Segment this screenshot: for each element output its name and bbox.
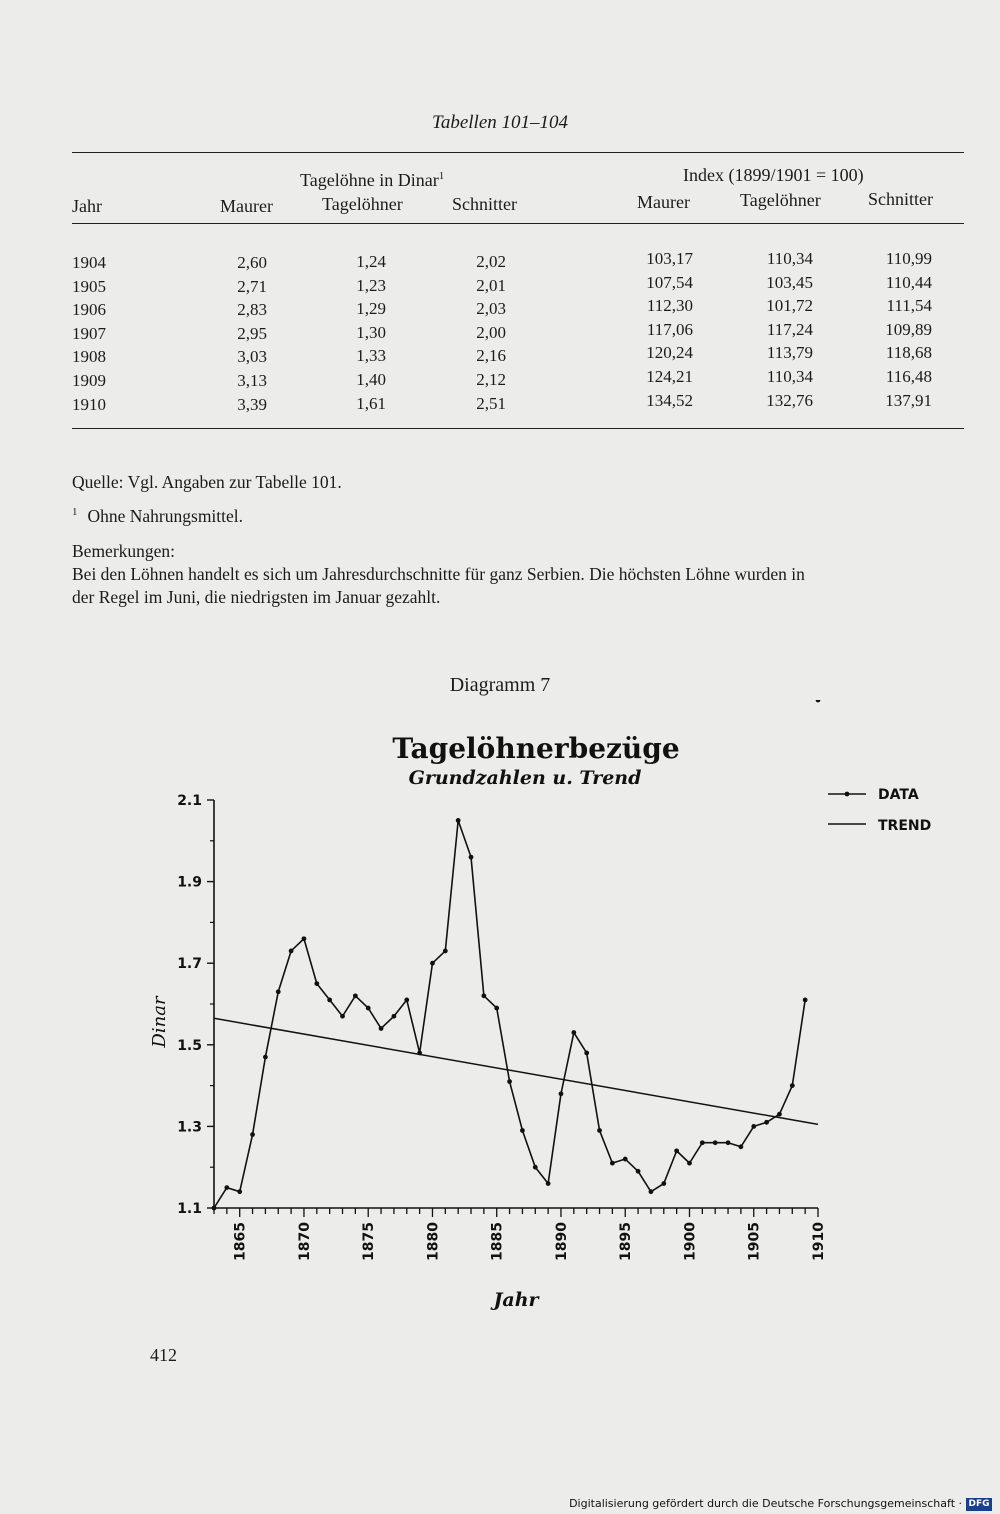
- data-point: [481, 993, 486, 998]
- data-point: [250, 1132, 255, 1137]
- cell-index-schnitter: 118,68: [885, 343, 932, 363]
- cell-tageloehner: 1,29: [356, 299, 386, 319]
- cell-maurer: 3,13: [237, 371, 267, 390]
- col-header-index-schnitter: Schnitter: [868, 189, 933, 209]
- cell-maurer: 3,39: [237, 394, 267, 414]
- cell-tageloehner: 1,61: [356, 393, 386, 413]
- y-tick-label: 1.1: [177, 1201, 202, 1217]
- cell-index-schnitter: 116,48: [885, 367, 932, 386]
- cell-maurer: 2,83: [237, 300, 267, 320]
- line-chart: [0, 700, 1000, 1340]
- y-tick-label: 1.5: [177, 1037, 202, 1054]
- y-tick-label: 1.9: [177, 874, 202, 891]
- cell-index-maurer: 112,30: [646, 296, 693, 316]
- cell-index-schnitter: 111,54: [886, 296, 932, 316]
- chart-subtitle: Grundzahlen u. Trend: [408, 767, 642, 789]
- data-point: [777, 1112, 782, 1117]
- data-point: [507, 1079, 512, 1084]
- table-group-header-index: Index (1899/1901 = 100): [683, 165, 864, 185]
- cell-schnitter: 2,02: [476, 252, 506, 271]
- data-point: [584, 1051, 589, 1056]
- data-point: [237, 1189, 242, 1194]
- remarks-line-2: der Regel im Juni, die niedrigsten im Januar gezahlt.: [72, 587, 441, 607]
- data-point: [340, 1014, 345, 1019]
- data-point: [212, 1206, 217, 1211]
- cell-year: 1908: [72, 347, 106, 367]
- legend-data-label: DATA: [878, 787, 919, 803]
- x-tick-label: 1905: [746, 1222, 763, 1261]
- cell-year: 1910: [72, 394, 106, 414]
- table-header-rule: [72, 223, 964, 224]
- legend-data-marker: [845, 792, 850, 797]
- cell-schnitter: 2,01: [476, 275, 506, 295]
- data-point: [571, 1030, 576, 1035]
- table-group-header-wages: Tagelöhne in Dinar$^1$: [300, 170, 445, 190]
- cell-tageloehner: 1,30: [356, 322, 386, 342]
- cell-schnitter: 2,51: [476, 393, 506, 413]
- cell-year: 1907: [72, 323, 106, 343]
- cell-schnitter: 2,12: [476, 370, 506, 389]
- data-point: [623, 1157, 628, 1162]
- cell-index-maurer: 107,54: [646, 272, 693, 292]
- data-point: [456, 818, 461, 823]
- cell-schnitter: 2,00: [476, 322, 506, 342]
- source-note: Quelle: Vgl. Angaben zur Tabelle 101.: [72, 472, 342, 492]
- y-tick-label: 1.7: [177, 956, 202, 973]
- cell-index-maurer: 134,52: [646, 390, 693, 410]
- y-axis-label: Dinar: [149, 996, 170, 1048]
- x-tick-label: 1875: [361, 1222, 378, 1261]
- data-point: [366, 1006, 371, 1011]
- data-point: [327, 998, 332, 1003]
- cell-index-tageloehner: 103,45: [766, 272, 813, 292]
- cell-tageloehner: 1,40: [356, 370, 386, 389]
- col-header-maurer: Maurer: [220, 196, 273, 216]
- remarks-heading: Bemerkungen:: [72, 541, 176, 561]
- cell-index-schnitter: 137,91: [885, 390, 932, 410]
- data-point: [263, 1055, 268, 1060]
- col-header-index-maurer: Maurer: [637, 192, 690, 212]
- dfg-logo: DFG: [966, 1498, 992, 1511]
- table-bottom-rule: [72, 428, 964, 429]
- data-point: [700, 1140, 705, 1145]
- x-tick-label: 1910: [811, 1222, 827, 1261]
- data-point: [713, 1140, 718, 1145]
- data-point: [494, 1006, 499, 1011]
- cell-index-schnitter: 110,44: [885, 272, 932, 292]
- remarks-line-1: Bei den Löhnen handelt es sich um Jahresdurchschnitte für ganz Serbien. Die höchsten Löhne wurden in: [72, 564, 805, 584]
- y-tick-label: 2.1: [177, 793, 202, 809]
- footer-credit: Digitalisierung gefördert durch die Deutsche Forschungsgemeinschaft ·: [569, 1497, 962, 1510]
- data-point: [430, 961, 435, 966]
- x-tick-label: 1900: [682, 1222, 699, 1261]
- cell-index-schnitter: 110,99: [885, 249, 932, 268]
- data-point: [289, 949, 294, 954]
- data-point: [546, 1181, 551, 1186]
- data-point: [661, 1181, 666, 1186]
- footnote: $^1$ Ohne Nahrungsmittel.: [72, 506, 244, 526]
- data-point: [224, 1185, 229, 1190]
- cell-year: 1904: [72, 253, 106, 272]
- data-point: [751, 1124, 756, 1129]
- x-tick-label: 1890: [553, 1222, 570, 1261]
- data-point: [790, 1083, 795, 1088]
- cell-index-maurer: 120,24: [646, 343, 693, 363]
- data-point: [687, 1161, 692, 1166]
- y-tick-label: 1.3: [177, 1119, 202, 1136]
- cell-index-tageloehner: 132,76: [766, 390, 813, 410]
- cell-maurer: 2,95: [237, 323, 267, 343]
- x-tick-label: 1895: [618, 1222, 635, 1261]
- data-point: [520, 1128, 525, 1133]
- cell-maurer: 2,60: [237, 253, 267, 272]
- diagram-label: Diagramm 7: [449, 674, 551, 696]
- cell-schnitter: 2,16: [476, 346, 506, 366]
- data-point: [674, 1148, 679, 1153]
- cell-index-maurer: 117,06: [646, 319, 693, 339]
- cell-index-schnitter: 109,89: [885, 319, 932, 339]
- col-header-year: Jahr: [72, 196, 102, 216]
- cell-schnitter: 2,03: [476, 299, 506, 319]
- data-point: [816, 700, 821, 702]
- cell-index-maurer: 103,17: [646, 249, 693, 268]
- data-point: [404, 998, 409, 1003]
- page-number: 412: [150, 1345, 177, 1365]
- cell-maurer: 3,03: [237, 347, 267, 367]
- data-point: [314, 981, 319, 986]
- data-point: [726, 1140, 731, 1145]
- col-header-index-tageloehner: Tagelöhner: [740, 190, 821, 210]
- data-point: [597, 1128, 602, 1133]
- cell-maurer: 2,71: [237, 276, 267, 296]
- running-header: Tabellen 101–104: [432, 112, 568, 133]
- cell-index-tageloehner: 117,24: [766, 319, 813, 339]
- data-point: [533, 1165, 538, 1170]
- legend-trend-label: TREND: [878, 818, 932, 834]
- data-point: [469, 855, 474, 860]
- cell-index-tageloehner: 110,34: [766, 249, 813, 268]
- x-tick-label: 1865: [232, 1222, 249, 1261]
- col-header-tageloehner: Tagelöhner: [322, 194, 403, 214]
- data-point: [803, 998, 808, 1003]
- chart-title: Tagelöhnerbezüge: [392, 732, 680, 765]
- x-tick-label: 1870: [296, 1222, 313, 1261]
- data-point: [610, 1161, 615, 1166]
- cell-tageloehner: 1,23: [356, 275, 386, 295]
- data-point: [417, 1051, 422, 1056]
- data-point: [443, 949, 448, 954]
- data-point: [353, 993, 358, 998]
- cell-year: 1909: [72, 371, 106, 390]
- data-point: [392, 1014, 397, 1019]
- data-point: [764, 1120, 769, 1125]
- cell-index-tageloehner: 101,72: [766, 296, 813, 316]
- cell-tageloehner: 1,24: [356, 252, 386, 271]
- x-tick-label: 1880: [425, 1222, 442, 1261]
- cell-index-tageloehner: 110,34: [766, 367, 813, 386]
- col-header-schnitter: Schnitter: [452, 194, 517, 214]
- cell-index-tageloehner: 113,79: [766, 343, 813, 363]
- x-axis-label: Jahr: [493, 1289, 539, 1311]
- data-point: [636, 1169, 641, 1174]
- cell-index-maurer: 124,21: [646, 367, 693, 386]
- cell-year: 1906: [72, 300, 106, 320]
- data-point: [302, 936, 307, 941]
- data-series-line: [214, 820, 805, 1208]
- table-top-rule: [72, 152, 964, 153]
- x-tick-label: 1885: [489, 1222, 506, 1261]
- data-point: [276, 989, 281, 994]
- data-point: [559, 1091, 564, 1096]
- data-point: [738, 1144, 743, 1149]
- cell-year: 1905: [72, 276, 106, 296]
- data-point: [649, 1189, 654, 1194]
- cell-tageloehner: 1,33: [356, 346, 386, 366]
- data-point: [379, 1026, 384, 1031]
